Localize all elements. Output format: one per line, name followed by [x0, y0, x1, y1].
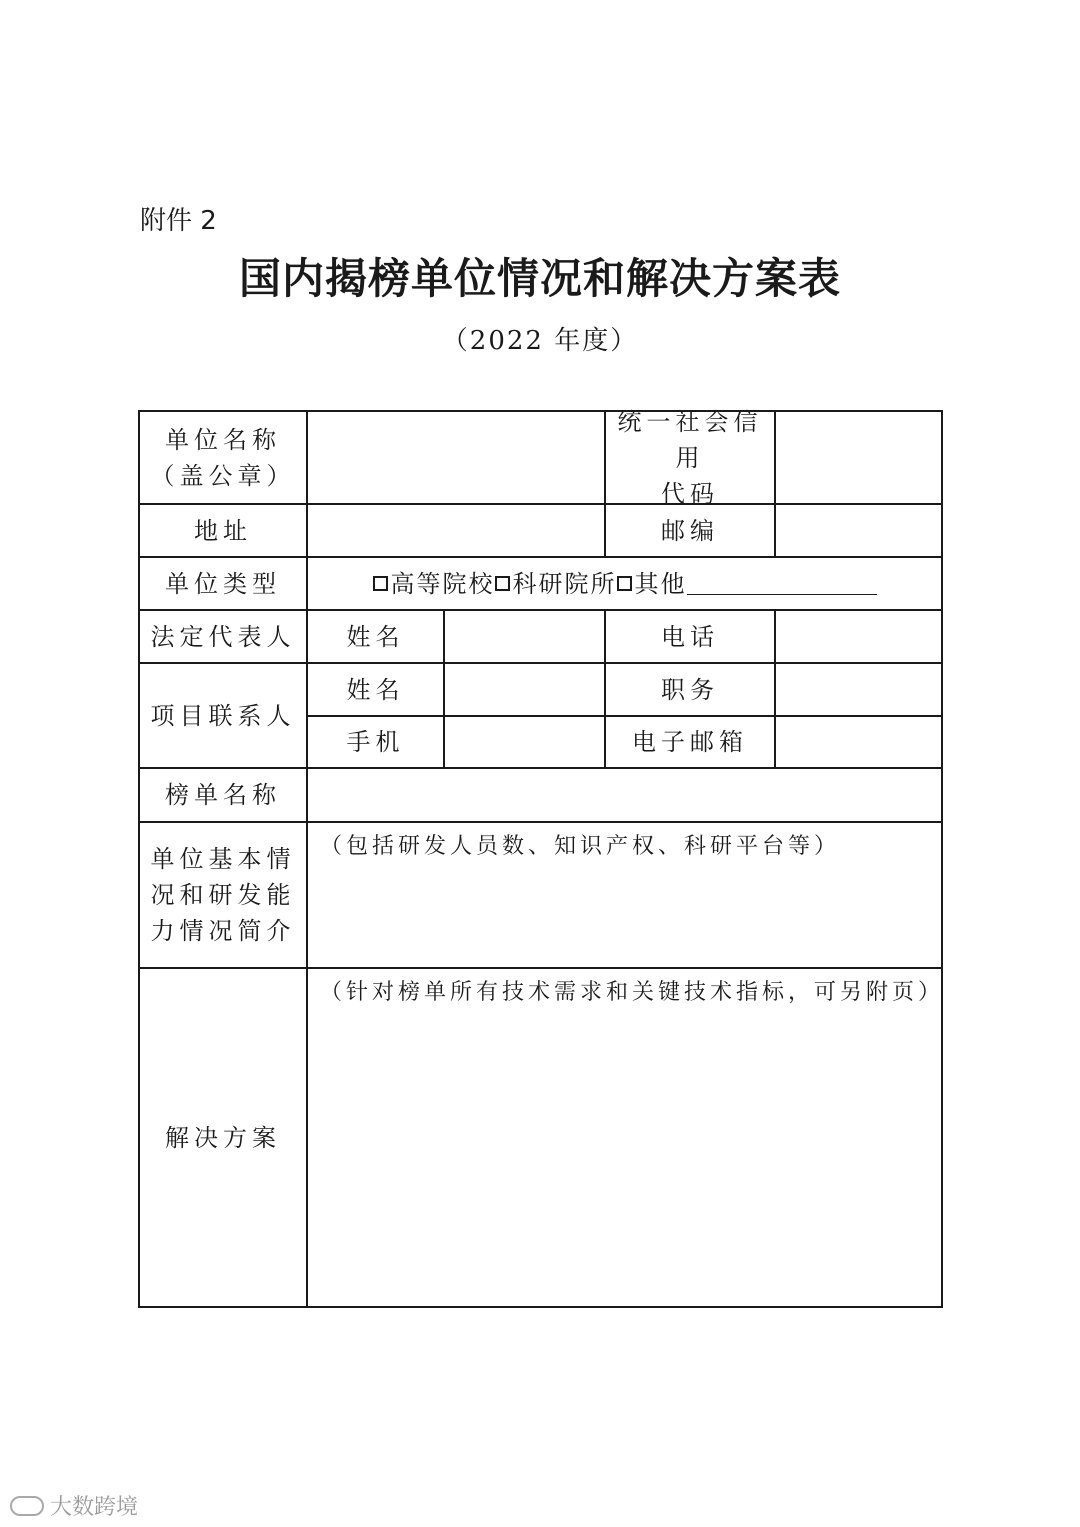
credit-code-field[interactable]: [776, 412, 941, 503]
phone-field[interactable]: [776, 611, 941, 662]
credit-code-label-line1: 统一社会信用: [617, 407, 763, 472]
unit-type-label: 单位类型: [165, 569, 281, 598]
legal-rep-label: 法定代表人: [150, 622, 296, 651]
list-name-field[interactable]: [308, 769, 941, 821]
checkbox-research-institute[interactable]: [495, 576, 510, 591]
document-year: （2022 年度）: [441, 326, 639, 356]
checkbox-university[interactable]: [373, 576, 388, 591]
basic-info-label-line1: 单位基本情: [150, 845, 296, 873]
phone-label: 电话: [661, 622, 719, 651]
basic-info-label: [140, 823, 306, 967]
email-field[interactable]: [776, 717, 941, 767]
credit-code-label-line2: 代码: [661, 479, 719, 508]
attachment-label: 附件 2: [140, 206, 217, 236]
address-field[interactable]: [308, 505, 604, 556]
unit-name-field[interactable]: [308, 412, 604, 503]
postcode-field[interactable]: [776, 505, 941, 556]
mobile-label: 手机: [346, 728, 405, 756]
other-blank-line[interactable]: [687, 572, 877, 595]
basic-info-field[interactable]: [308, 823, 941, 967]
solution-field[interactable]: [308, 1012, 941, 1306]
postcode-label: 邮编: [661, 516, 719, 545]
email-label: 电子邮箱: [632, 728, 748, 756]
credit-code-label: [606, 407, 774, 508]
unit-name-label-line2: （盖公章）: [150, 461, 296, 490]
mobile-field[interactable]: [445, 717, 604, 767]
address-label: 地址: [194, 516, 252, 545]
solution-label: 解决方案: [165, 1123, 281, 1152]
legal-rep-name-field[interactable]: [445, 611, 604, 662]
solution-note: （针对榜单所有技术需求和关键技术指标，可另附页）: [320, 980, 945, 1005]
unit-name-label-line1: 单位名称: [165, 425, 281, 454]
option-other: 其他: [634, 569, 687, 598]
watermark: [10, 1490, 138, 1521]
contact-name-label: 姓名: [346, 675, 405, 704]
basic-info-label-line3: 力情况简介: [150, 917, 296, 945]
option-university: 高等院校: [390, 569, 495, 598]
legal-rep-name-label: 姓名: [346, 622, 405, 651]
option-research-institute: 科研院所: [512, 569, 617, 598]
watermark-logo-icon: [10, 1496, 44, 1516]
position-field[interactable]: [776, 664, 941, 715]
unit-type-options: [308, 558, 941, 609]
unit-name-label: [140, 412, 306, 503]
watermark-text: 大数跨境: [50, 1495, 139, 1520]
document-title: 国内揭榜单位情况和解决方案表: [238, 254, 841, 303]
contact-name-field[interactable]: [445, 664, 604, 715]
checkbox-other[interactable]: [617, 576, 632, 591]
position-label: 职务: [661, 675, 719, 704]
list-name-label: 榜单名称: [165, 781, 281, 809]
contact-label: 项目联系人: [150, 701, 296, 730]
application-form-table: [138, 407, 945, 1308]
basic-info-label-line2: 况和研发能: [150, 881, 296, 909]
basic-info-note: （包括研发人员数、知识产权、科研平台等）: [320, 834, 841, 859]
